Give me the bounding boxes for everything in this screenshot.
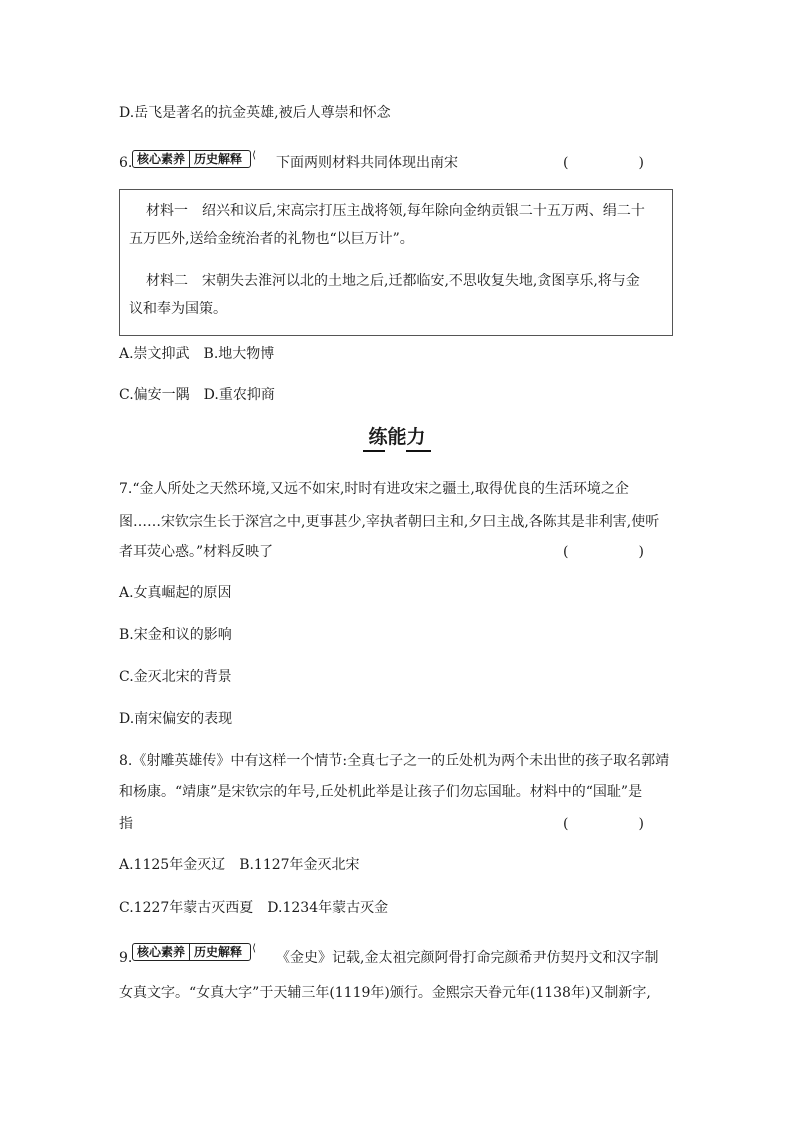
badge-corner-icon: ⟨ — [252, 943, 257, 954]
q8-line2: 和杨康。“靖康”是宋钦宗的年号,丘处机此举是让孩子们勿忘国耻。材料中的“国耻”是 — [119, 784, 643, 800]
section-title: 练能力 — [368, 426, 426, 448]
q7-line1: 7.“金人所处之天然环境,又远不如宋,时时有进攻宋之疆土,取得优良的生活环境之企 — [119, 481, 629, 497]
q9-line2: 女真文字。“女真大字”于天辅三年(1119年)颁行。金熙宗天眷元年(1138年)又制新字, — [119, 985, 651, 1001]
q6-options-cd: C.偏安一隅 D.重农抑商 — [119, 387, 275, 403]
q8-options-ab: A.1125年金灭辽 B.1127年金灭北宋 — [119, 857, 360, 873]
badge-label-history: 历史解释 ⟨ — [194, 943, 257, 959]
badge-corner-icon: ⟨ — [252, 150, 257, 161]
q7-line2: 图……宋钦宗生长于深宫之中,更事甚少,宰执者朝曰主和,夕曰主战,各陈其是非利害,使听 — [119, 514, 660, 530]
q7-answer-paren: ( ) — [563, 544, 644, 560]
q6-stem: 下面两则材料共同体现出南宋 — [276, 155, 458, 171]
q9-line1: 《金史》记载,金太祖完颜阿骨打命完颜希尹仿契丹文和汉字制 — [276, 950, 659, 966]
q7-option-a: A.女真崛起的原因 — [119, 585, 232, 601]
q7-option-d: D.南宋偏安的表现 — [119, 711, 233, 727]
q7-option-c: C.金灭北宋的背景 — [119, 669, 232, 685]
q7-line3: 者耳荧心惑。”材料反映了 — [119, 544, 274, 560]
q8-answer-paren: ( ) — [563, 816, 644, 832]
q5-option-d: D.岳飞是著名的抗金英雄,被后人尊崇和怀念 — [119, 105, 391, 121]
material2-line2: 议和奉为国策。 — [129, 301, 227, 317]
q7-option-b: B.宋金和议的影响 — [119, 627, 232, 643]
title-underline-right — [406, 450, 431, 452]
q6-options-ab: A.崇文抑武 B.地大物博 — [119, 346, 275, 362]
material1-line1: 材料一 绍兴和议后,宋高宗打压主战将领,每年除向金纳贡银二十五万两、绢二十 — [146, 203, 645, 219]
title-underline-left — [363, 450, 385, 452]
badge-label-core: 核心素养 — [133, 944, 190, 960]
badge-label-history: 历史解释 ⟨ — [194, 150, 257, 166]
material1-line2: 五万匹外,送给金统治者的礼物也“以巨万计”。 — [129, 231, 414, 247]
q6-number: 6. — [119, 155, 133, 171]
q6-core-literacy-badge — [132, 150, 257, 168]
q8-line1: 8.《射雕英雄传》中有这样一个情节:全真七子之一的丘处机为两个未出世的孩子取名郭靖 — [119, 753, 670, 769]
q6-answer-paren: ( ) — [563, 155, 644, 171]
material2-line1: 材料二 宋朝失去淮河以北的土地之后,迁都临安,不思收复失地,贪图享乐,将与金 — [146, 273, 640, 289]
q8-line3: 指 — [119, 816, 133, 832]
q9-core-literacy-badge — [132, 943, 257, 961]
badge-label-core: 核心素养 — [133, 151, 190, 167]
q8-options-cd: C.1227年蒙古灭西夏 D.1234年蒙古灭金 — [119, 900, 389, 916]
q9-number: 9. — [119, 950, 133, 966]
